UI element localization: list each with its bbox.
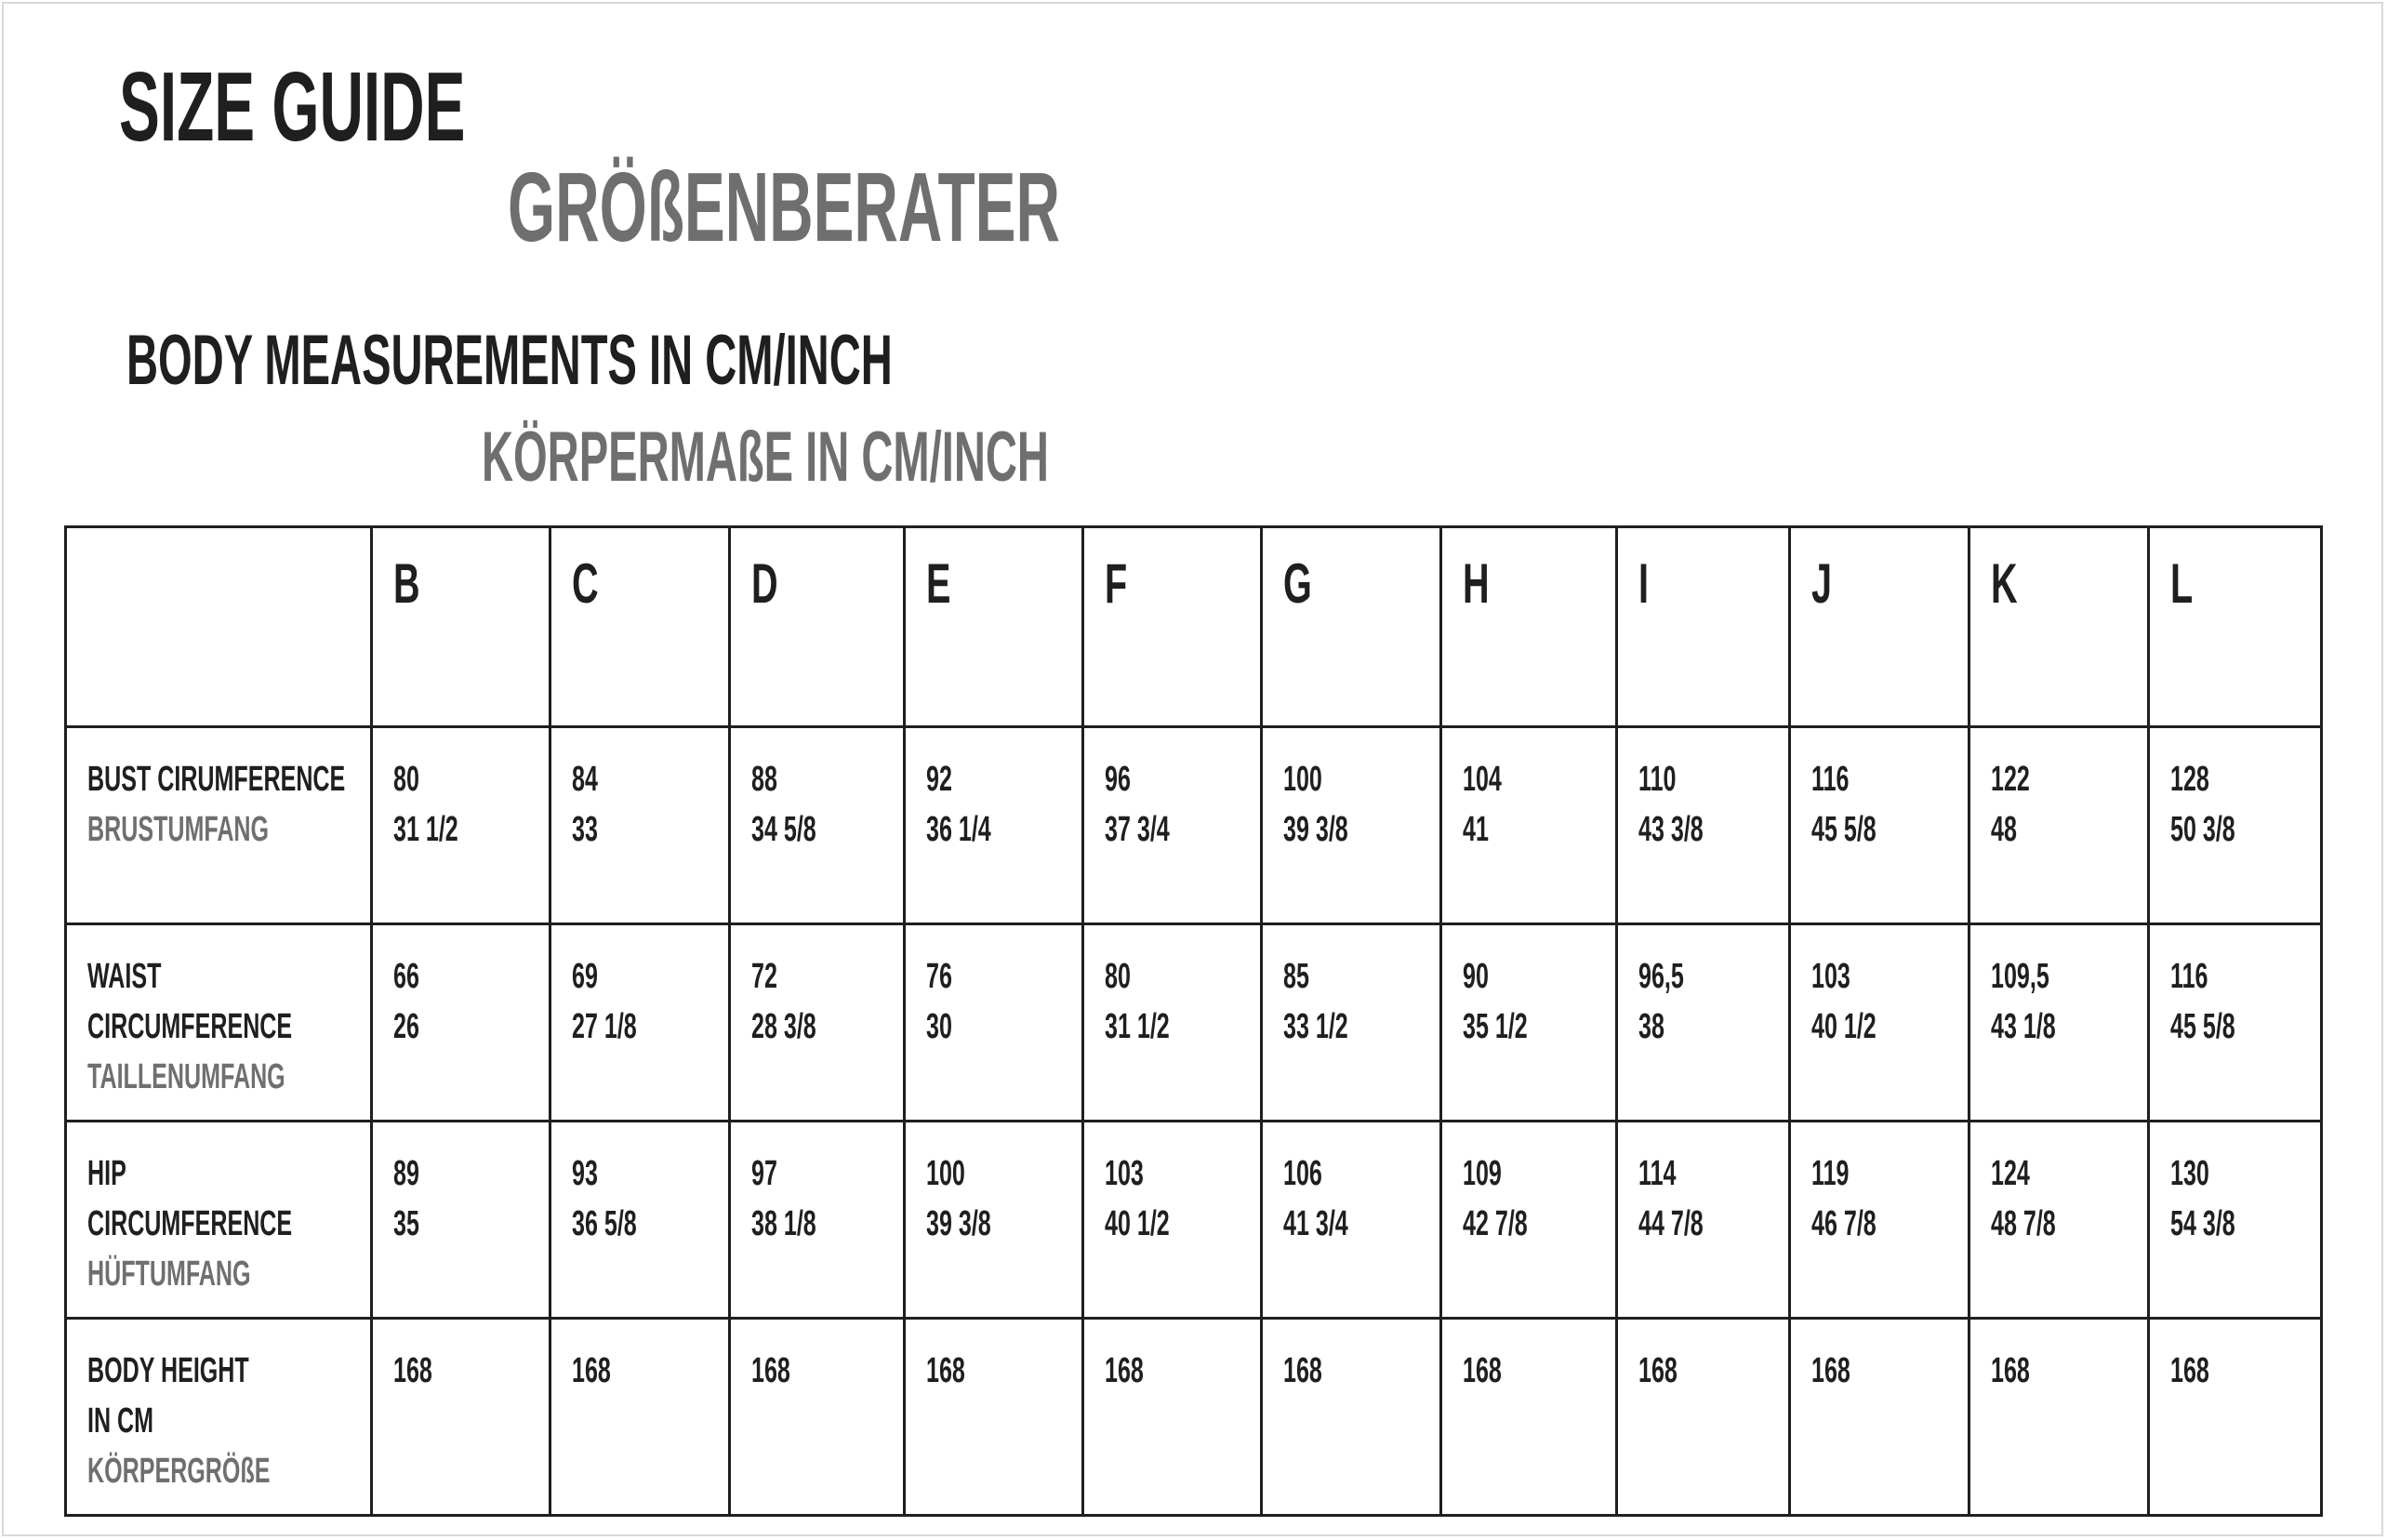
measurement-values <box>1970 1320 2147 1396</box>
measurement-cell <box>1969 1122 2149 1319</box>
value-cm: 168 <box>572 1351 611 1390</box>
measurement-cell <box>1441 1122 1617 1319</box>
value-inch: 40 1/2 <box>1105 1204 1170 1243</box>
value-cm: 128 <box>2170 760 2209 799</box>
measurement-values <box>906 728 1081 855</box>
measurement-values <box>1263 1122 1439 1249</box>
size-code: G <box>1283 552 1312 615</box>
measurement-cell <box>372 1122 550 1319</box>
row-label-english: WAIST <box>87 957 162 996</box>
size-code: K <box>1991 552 2018 615</box>
measurement-values <box>1791 728 1968 855</box>
value-cm: 100 <box>926 1154 965 1193</box>
value-cm: 88 <box>751 760 777 799</box>
measurement-values <box>1970 1122 2147 1249</box>
size-column-header <box>2149 527 2322 727</box>
value-cm: 93 <box>572 1154 598 1193</box>
value-cm: 168 <box>1991 1351 2030 1390</box>
value-inch: 36 5/8 <box>572 1204 637 1243</box>
measurement-values <box>373 925 549 1052</box>
value-cm: 168 <box>1463 1351 1502 1390</box>
measurement-values <box>1442 1320 1615 1396</box>
subtitle-english: BODY MEASUREMENTS IN CM/INCH <box>126 321 893 400</box>
measurement-cell <box>1441 1319 1617 1516</box>
value-cm: 89 <box>393 1154 419 1193</box>
value-inch: 43 3/8 <box>1638 810 1704 849</box>
measurement-cell <box>1617 1122 1790 1319</box>
value-inch: 44 7/8 <box>1638 1204 1704 1243</box>
size-column-header <box>905 527 1083 727</box>
value-inch: 39 3/8 <box>926 1204 991 1243</box>
measurement-values <box>1263 728 1439 855</box>
measurement-values <box>1263 1320 1439 1396</box>
measurement-values <box>1442 728 1615 855</box>
row-label-cell <box>66 1122 372 1319</box>
measurement-cell <box>550 924 730 1122</box>
value-inch: 50 3/8 <box>2170 810 2235 849</box>
measurement-values <box>1970 728 2147 855</box>
measurement-cell <box>1790 1122 1969 1319</box>
measurement-cell <box>1790 1319 1969 1516</box>
value-cm: 106 <box>1283 1154 1322 1193</box>
measurement-values <box>1618 925 1788 1052</box>
value-inch: 45 5/8 <box>2170 1007 2235 1046</box>
measurement-cell <box>730 1319 905 1516</box>
row-label-german: TAILLENUMFANG <box>87 1057 285 1096</box>
measurement-cell <box>1790 727 1969 924</box>
measurement-cell <box>1262 1319 1441 1516</box>
value-cm: 168 <box>926 1351 965 1390</box>
measurement-cell <box>905 1319 1083 1516</box>
measurement-values <box>373 728 549 855</box>
value-inch: 41 3/4 <box>1283 1204 1348 1243</box>
measurement-cell <box>372 1319 550 1516</box>
value-cm: 80 <box>1105 957 1131 996</box>
measurement-values <box>1263 925 1439 1052</box>
title-english: SIZE GUIDE <box>119 52 466 162</box>
value-inch: 36 1/4 <box>926 810 991 849</box>
measurement-cell <box>550 727 730 924</box>
value-cm: 130 <box>2170 1154 2209 1193</box>
size-code: L <box>2170 552 2194 615</box>
measurement-values <box>1084 1122 1260 1249</box>
measurement-values <box>1442 1122 1615 1249</box>
subtitle-german: KÖRPERMAßE IN CM/INCH <box>482 418 1049 497</box>
measurement-values <box>1970 925 2147 1052</box>
measurement-cell <box>1969 727 2149 924</box>
row-label-english: CIRCUMFERENCE <box>87 1204 293 1243</box>
size-table <box>64 525 2323 1517</box>
measurement-cell <box>372 727 550 924</box>
table-row <box>66 727 2322 924</box>
measurement-values <box>1442 925 1615 1052</box>
value-inch: 48 7/8 <box>1991 1204 2056 1243</box>
row-label-english: IN CM <box>87 1401 154 1440</box>
measurement-cell <box>905 727 1083 924</box>
value-cm: 168 <box>751 1351 790 1390</box>
value-cm: 76 <box>926 957 952 996</box>
value-inch: 39 3/8 <box>1283 810 1348 849</box>
value-cm: 110 <box>1638 760 1677 799</box>
measurement-cell <box>1969 1319 2149 1516</box>
value-cm: 168 <box>1283 1351 1322 1390</box>
measurement-cell <box>372 924 550 1122</box>
table-row <box>66 924 2322 1122</box>
value-cm: 85 <box>1283 957 1309 996</box>
measurement-values <box>1618 1122 1788 1249</box>
measurement-cell <box>1617 727 1790 924</box>
measurement-cell <box>905 1122 1083 1319</box>
value-inch: 54 3/8 <box>2170 1204 2235 1243</box>
value-cm: 168 <box>1105 1351 1144 1390</box>
measurement-values <box>906 925 1081 1052</box>
value-cm: 90 <box>1463 957 1489 996</box>
measurement-values <box>1084 1320 1260 1396</box>
value-cm: 114 <box>1638 1154 1677 1193</box>
measurement-values <box>551 728 728 855</box>
value-inch: 30 <box>926 1007 952 1046</box>
size-code: B <box>393 552 420 615</box>
value-cm: 69 <box>572 957 598 996</box>
measurement-values <box>731 1320 903 1396</box>
value-cm: 109 <box>1463 1154 1502 1193</box>
measurement-values <box>1084 728 1260 855</box>
value-inch: 40 1/2 <box>1811 1007 1876 1046</box>
measurement-values <box>2150 1122 2320 1249</box>
value-cm: 72 <box>751 957 777 996</box>
measurement-cell <box>730 727 905 924</box>
value-cm: 168 <box>393 1351 432 1390</box>
size-code: E <box>926 552 951 615</box>
measurement-cell <box>2149 1122 2322 1319</box>
row-label <box>67 728 370 855</box>
size-column-header <box>1083 527 1262 727</box>
title-german: GRÖßENBERATER <box>508 153 1060 262</box>
measurement-cell <box>1083 924 1262 1122</box>
measurement-values <box>551 925 728 1052</box>
measurement-values <box>1084 925 1260 1052</box>
value-inch: 46 7/8 <box>1811 1204 1876 1243</box>
measurement-cell <box>2149 727 2322 924</box>
size-column-header <box>1969 527 2149 727</box>
value-cm: 122 <box>1991 760 2030 799</box>
measurement-values <box>731 728 903 855</box>
value-inch: 37 3/4 <box>1105 810 1170 849</box>
value-cm: 66 <box>393 957 419 996</box>
size-column-header <box>372 527 550 727</box>
measurement-cell <box>1617 924 1790 1122</box>
value-cm: 168 <box>2170 1351 2209 1390</box>
size-code: I <box>1638 552 1650 615</box>
measurement-values <box>373 1122 549 1249</box>
value-inch: 31 1/2 <box>1105 1007 1170 1046</box>
value-inch: 33 <box>572 810 598 849</box>
row-label <box>67 1320 370 1496</box>
row-label-german: KÖRPERGRÖßE <box>87 1452 271 1491</box>
value-cm: 100 <box>1283 760 1322 799</box>
measurement-cell <box>1441 924 1617 1122</box>
value-cm: 80 <box>393 760 419 799</box>
measurement-cell <box>2149 924 2322 1122</box>
value-inch: 33 1/2 <box>1283 1007 1348 1046</box>
value-cm: 84 <box>572 760 598 799</box>
value-inch: 42 7/8 <box>1463 1204 1528 1243</box>
measurement-cell <box>905 924 1083 1122</box>
value-cm: 109,5 <box>1991 957 2049 996</box>
value-inch: 38 <box>1638 1007 1664 1046</box>
row-label-english: BUST CIRUMFERENCE <box>87 760 346 799</box>
value-cm: 103 <box>1105 1154 1144 1193</box>
value-cm: 92 <box>926 760 952 799</box>
measurement-values <box>1791 1320 1968 1396</box>
table-row <box>66 1122 2322 1319</box>
value-inch: 31 1/2 <box>393 810 458 849</box>
table-header-row <box>66 527 2322 727</box>
value-cm: 104 <box>1463 760 1502 799</box>
row-label-german: BRUSTUMFANG <box>87 810 270 849</box>
measurement-values <box>2150 728 2320 855</box>
measurement-values <box>1618 728 1788 855</box>
size-column-header <box>1617 527 1790 727</box>
measurement-cell <box>1083 1122 1262 1319</box>
size-code: J <box>1811 552 1833 615</box>
value-inch: 38 1/8 <box>751 1204 816 1243</box>
row-label-english: BODY HEIGHT <box>87 1351 249 1390</box>
value-cm: 124 <box>1991 1154 2030 1193</box>
measurement-values <box>551 1122 728 1249</box>
value-inch: 45 5/8 <box>1811 810 1876 849</box>
measurement-cell <box>730 924 905 1122</box>
row-label-english: CIRCUMFERENCE <box>87 1007 293 1046</box>
value-cm: 116 <box>2170 957 2208 996</box>
value-cm: 96 <box>1105 760 1131 799</box>
measurement-cell <box>730 1122 905 1319</box>
measurement-values <box>2150 925 2320 1052</box>
size-column-header <box>1790 527 1969 727</box>
value-cm: 96,5 <box>1638 957 1684 996</box>
measurement-values <box>906 1122 1081 1249</box>
row-label-german: HÜFTUMFANG <box>87 1255 251 1294</box>
measurement-cell <box>1969 924 2149 1122</box>
value-inch: 27 1/8 <box>572 1007 637 1046</box>
value-cm: 116 <box>1811 760 1850 799</box>
value-cm: 168 <box>1811 1351 1850 1390</box>
value-cm: 168 <box>1638 1351 1678 1390</box>
measurement-values <box>906 1320 1081 1396</box>
size-code: C <box>572 552 599 615</box>
row-label <box>67 925 370 1102</box>
measurement-values <box>731 925 903 1052</box>
value-inch: 43 1/8 <box>1991 1007 2056 1046</box>
size-code: H <box>1463 552 1490 615</box>
measurement-cell <box>1262 727 1441 924</box>
row-label-cell <box>66 727 372 924</box>
measurement-cell <box>1083 1319 1262 1516</box>
size-code: F <box>1105 552 1128 615</box>
size-column-header <box>550 527 730 727</box>
measurement-values <box>373 1320 549 1396</box>
value-inch: 48 <box>1991 810 2017 849</box>
table-corner-cell <box>66 527 372 727</box>
measurement-values <box>551 1320 728 1396</box>
table-row <box>66 1319 2322 1516</box>
row-label-cell <box>66 924 372 1122</box>
value-inch: 41 <box>1463 810 1489 849</box>
value-inch: 26 <box>393 1007 419 1046</box>
value-cm: 119 <box>1811 1154 1850 1193</box>
measurement-values <box>731 1122 903 1249</box>
measurement-cell <box>550 1319 730 1516</box>
value-inch: 34 5/8 <box>751 810 816 849</box>
value-cm: 97 <box>751 1154 777 1193</box>
row-label-english: HIP <box>87 1154 126 1193</box>
measurement-cell <box>1262 1122 1441 1319</box>
row-label <box>67 1122 370 1299</box>
measurement-cell <box>2149 1319 2322 1516</box>
measurement-cell <box>1617 1319 1790 1516</box>
value-inch: 35 <box>393 1204 419 1243</box>
row-label-cell <box>66 1319 372 1516</box>
measurement-values <box>1791 1122 1968 1249</box>
value-inch: 28 3/8 <box>751 1007 816 1046</box>
size-column-header <box>1262 527 1441 727</box>
size-code: D <box>751 552 778 615</box>
value-inch: 35 1/2 <box>1463 1007 1528 1046</box>
measurement-values <box>1791 925 1968 1052</box>
value-cm: 103 <box>1811 957 1850 996</box>
measurement-cell <box>1262 924 1441 1122</box>
measurement-values <box>2150 1320 2320 1396</box>
size-column-header <box>1441 527 1617 727</box>
measurement-values <box>1618 1320 1788 1396</box>
measurement-cell <box>1083 727 1262 924</box>
measurement-cell <box>550 1122 730 1319</box>
size-column-header <box>730 527 905 727</box>
measurement-cell <box>1441 727 1617 924</box>
measurement-cell <box>1790 924 1969 1122</box>
